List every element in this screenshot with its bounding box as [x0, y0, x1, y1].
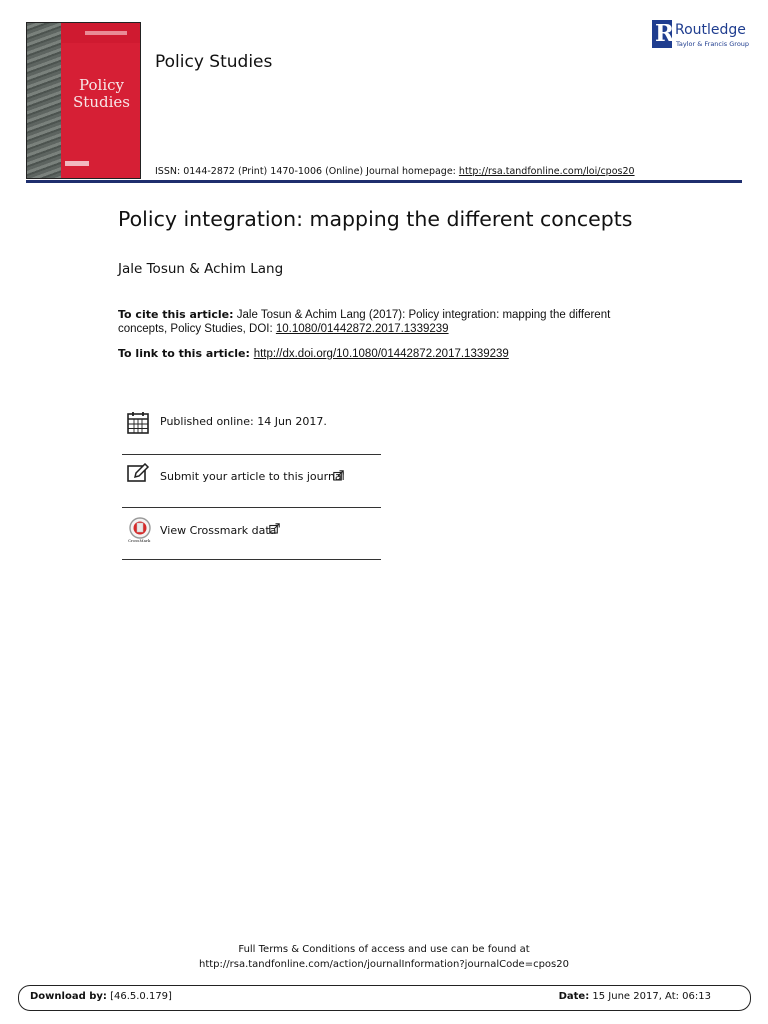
crossmark-badge-text: CrossMark [128, 538, 151, 543]
cover-title-line-1: Policy [79, 76, 124, 94]
publisher-name: Routledge [675, 22, 746, 38]
download-by [30, 991, 172, 1002]
cite-doi-link[interactable]: 10.1080/01442872.2017.1339239 [275, 323, 449, 335]
divider [122, 454, 381, 455]
submit-article-link[interactable]: Submit your article to this journal [160, 470, 345, 483]
citation-block [118, 308, 658, 336]
publisher-subtitle: Taylor & Francis Group [676, 40, 750, 48]
routledge-r-letter: R [655, 20, 675, 47]
cite-label: To cite this article: [118, 308, 234, 321]
header-divider [26, 180, 742, 183]
download-date [559, 991, 711, 1002]
edit-icon [126, 463, 150, 485]
terms-url[interactable]: http://rsa.tandfonline.com/action/journalInformation?journalCode=cpos20 [199, 959, 569, 970]
link-label: To link to this article: [118, 347, 254, 360]
terms-notice [0, 942, 768, 972]
download-ip: [46.5.0.179] [106, 991, 172, 1002]
divider [122, 559, 381, 560]
article-link-line [118, 347, 509, 360]
article-doi-link[interactable]: http://dx.doi.org/10.1080/01442872.2017.1339239 [253, 348, 509, 360]
download-info-bar [18, 985, 751, 1011]
cover-title [63, 77, 140, 111]
cover-publisher-mark [65, 161, 89, 166]
published-online-text: Published online: 14 Jun 2017. [160, 415, 327, 428]
article-authors: Jale Tosun & Achim Lang [118, 261, 284, 277]
terms-line-1: Full Terms & Conditions of access and use can be found at [238, 944, 530, 955]
cover-strip [85, 31, 127, 35]
routledge-r-icon [652, 20, 675, 48]
external-link-icon [333, 470, 344, 481]
journal-name: Policy Studies [155, 52, 273, 72]
external-link-icon [269, 523, 280, 534]
cover-title-line-2: Studies [73, 93, 130, 111]
date-value: 15 June 2017, At: 06:13 [589, 991, 711, 1002]
issn-text: ISSN: 0144-2872 (Print) 1470-1006 (Online) Journal homepage: [155, 166, 459, 177]
article-title: Policy integration: mapping the different concepts [118, 207, 633, 231]
calendar-icon [126, 411, 150, 435]
journal-cover-image [26, 22, 141, 179]
divider [122, 507, 381, 508]
download-label: Download by: [30, 991, 107, 1002]
view-crossmark-link[interactable]: View Crossmark data [160, 524, 277, 537]
cover-texture [27, 23, 61, 178]
issn-line [155, 166, 635, 177]
journal-homepage-link[interactable]: http://rsa.tandfonline.com/loi/cpos20 [458, 166, 635, 177]
date-label: Date: [558, 991, 590, 1002]
cite-text: Jale Tosun & Achim Lang (2017): Policy integration: mapping the different concepts, Policy Studies, DOI: [118, 309, 611, 335]
